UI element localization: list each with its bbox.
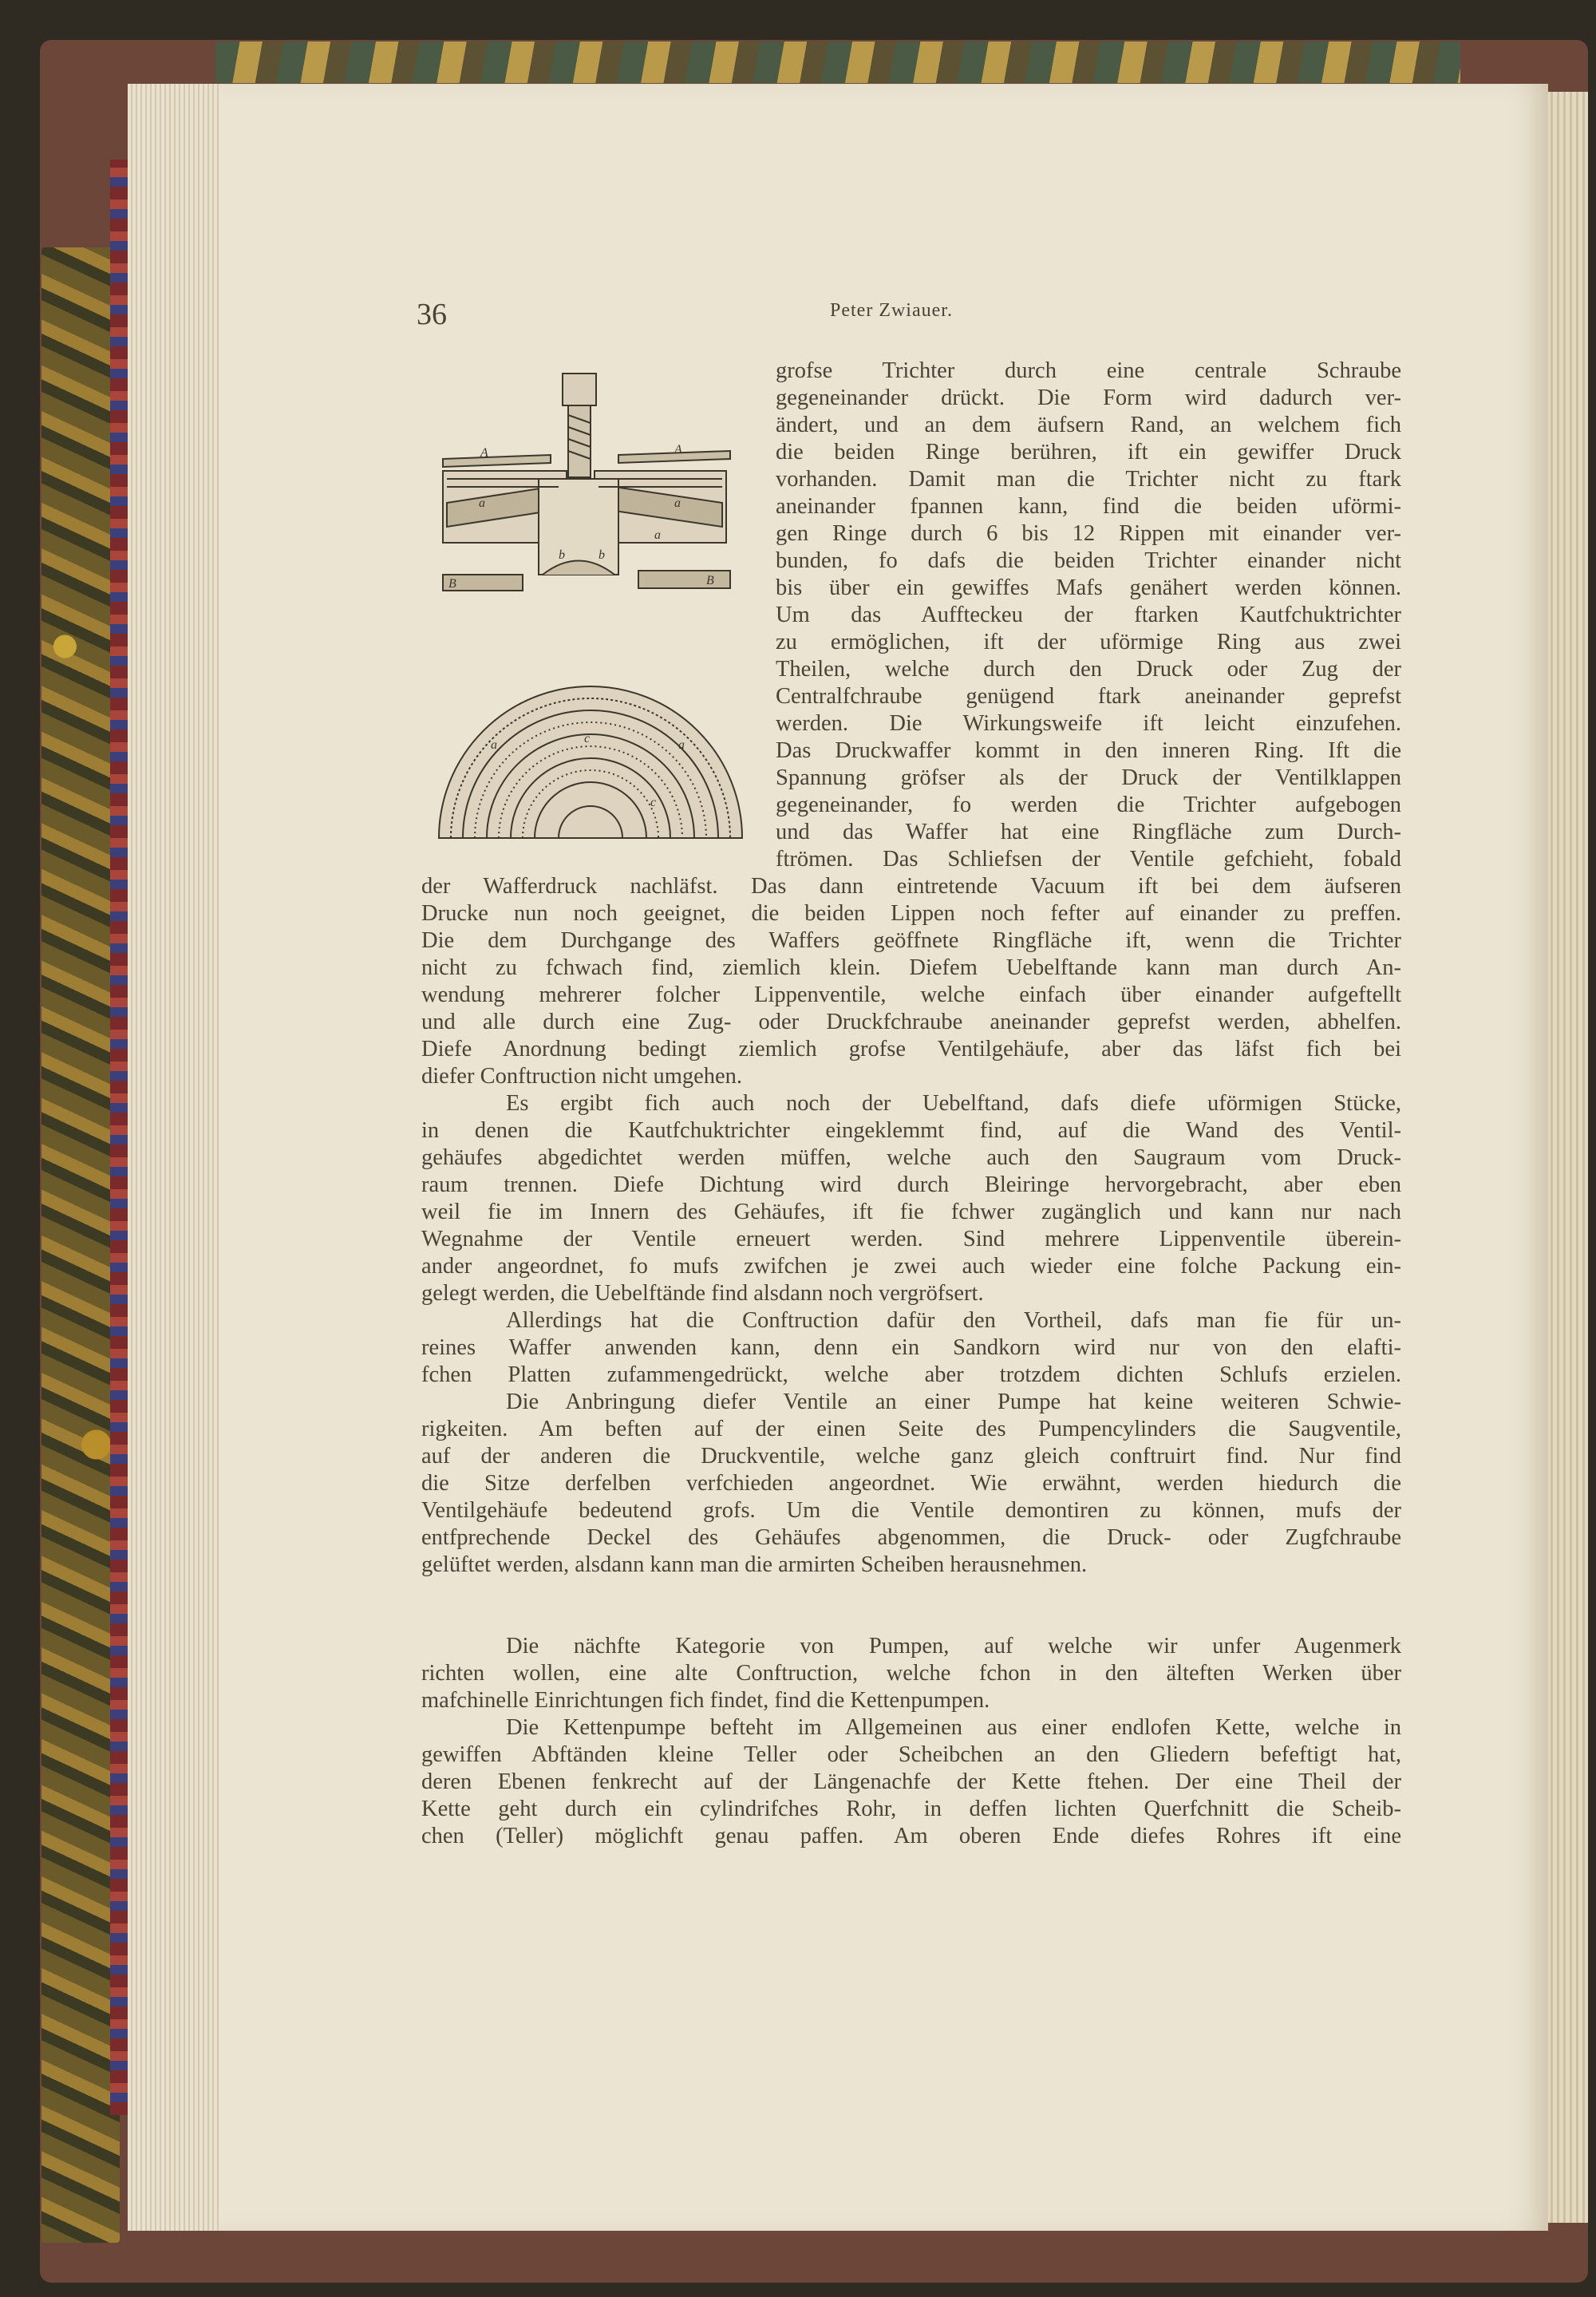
page-number: 36 (417, 298, 447, 331)
figure-label-a-lower: a (654, 528, 661, 542)
text-line: auf der anderen die Druckventile, welche ganz gleich conftruirt find. Nur find (421, 1444, 1401, 1469)
text-line: ftrömen. Das Schliefsen der Ventile gefchieht, fobald (776, 847, 1401, 872)
marbled-cover-top (215, 42, 1460, 83)
text-line: die beiden Ringe berühren, ift ein gewiffer Druck (776, 440, 1401, 465)
figure-label-b-left: b (559, 548, 565, 562)
text-line: die Sitze derfelben verfchieden angeordnet. Wie erwähnt, werden hiedurch die (421, 1471, 1401, 1496)
text-line: Allerdings hat die Conftruction dafür den Vortheil, dafs man fie für un- (506, 1308, 1401, 1333)
text-line: Ventilgehäufe bedeutend grofs. Um die Ventile demontiren zu können, mufs der (421, 1498, 1401, 1523)
figure-label-plan-a-right: a (678, 738, 685, 752)
running-head: Peter Zwiauer. (830, 300, 953, 321)
figure-label-b-cap-left: B (448, 577, 456, 591)
figure-label-a-left: a (479, 496, 485, 510)
left-page-stack (128, 84, 223, 2231)
text-line: vorhanden. Damit man die Trichter nicht zu ftark (776, 467, 1401, 492)
text-line: Wegnahme der Ventile erneuert werden. Sind mehrere Lippenventile überein- (421, 1227, 1401, 1251)
text-line: Die Kettenpumpe befteht im Allgemeinen aus einer endlofen Kette, welche in (506, 1715, 1401, 1740)
text-line: Diefe Anordnung bedingt ziemlich grofse Ventilgehäufe, aber das läfst fich bei (421, 1037, 1401, 1062)
text-line: richten wollen, eine alte Conftruction, welche fchon in den älteften Werken über (421, 1661, 1401, 1686)
text-line: Spannung gröfser als der Druck der Ventilklappen (776, 765, 1401, 790)
text-line: reines Waffer anwenden kann, denn ein Sandkorn wird nur von den elafti- (421, 1335, 1401, 1360)
text-line: chen (Teller) möglichft genau paffen. Am oberen Ende diefes Rohres ift eine (421, 1824, 1401, 1848)
text-line: rigkeiten. Am beften auf der einen Seite des Pumpencylinders die Saugventile, (421, 1417, 1401, 1441)
text-line: gegeneinander drückt. Die Form wird dadurch ver- (776, 385, 1401, 410)
text-line: Theilen, welche durch den Druck oder Zug der (776, 657, 1401, 682)
text-line: und das Waffer hat eine Ringfläche zum Durch- (776, 820, 1401, 844)
figure-label-b-right: b (598, 548, 605, 562)
figure-label-plan-c-right: c (650, 796, 657, 809)
text-line: weil fie im Innern des Gehäufes, ift fie fchwer zugänglich und kann nur nach (421, 1200, 1401, 1224)
text-line: bunden, fo dafs die beiden Trichter einander nicht (776, 548, 1401, 573)
text-line: ander angeordnet, fo mufs zwifchen je zwei auch wieder eine folche Packung ein- (421, 1254, 1401, 1279)
text-line: zu ermöglichen, ift der uförmige Ring aus zwei (776, 630, 1401, 654)
text-line: wendung mehrerer folcher Lippenventile, welche einfach über einander aufgeftellt (421, 982, 1401, 1007)
text-line: werden. Die Wirkungsweife ift leicht einzufehen. (776, 711, 1401, 736)
text-line: Drucke nun noch geeignet, die beiden Lippen noch fefter auf einander zu preffen. (421, 901, 1401, 926)
text-line: nicht zu fchwach find, ziemlich klein. Diefem Uebelftande kann man durch An- (421, 955, 1401, 980)
figure-label-a-cap-right: A (674, 443, 682, 457)
text-line: Es ergibt fich auch noch der Uebelftand, dafs diefe uförmigen Stücke, (506, 1091, 1401, 1116)
valve-plan-view (439, 686, 742, 838)
text-line: Das Druckwaffer kommt in den inneren Ring. Ift die (776, 738, 1401, 763)
text-line: gehäufes abgedichtet werden müffen, welche auch den Saugraum vom Druck- (421, 1145, 1401, 1170)
figure-label-plan-a-left: a (491, 738, 497, 752)
text-line: aneinander fpannen kann, find die beiden uförmi- (776, 494, 1401, 519)
text-line: fchen Platten zufammengedrückt, welche aber trotzdem dichten Schlufs erzielen. (421, 1362, 1401, 1387)
text-line: der Wafferdruck nachläfst. Das dann eintretende Vacuum ift bei dem äufseren (421, 874, 1401, 899)
text-line: Kette geht durch ein cylindrifches Rohr, in deffen lichten Querfchnitt die Scheib- (421, 1797, 1401, 1821)
text-line: raum trennen. Diefe Dichtung wird durch Bleiringe hervorgebracht, aber eben (421, 1172, 1401, 1197)
text-line: gelegt werden, die Uebelftände find alsdann noch vergröfsert. (421, 1281, 984, 1306)
text-line: gewiffen Abftänden kleine Teller oder Scheibchen an den Gliedern befeftigt hat, (421, 1742, 1401, 1767)
valve-cross-section (443, 374, 730, 591)
figure-label-plan-c-top: c (584, 732, 591, 745)
text-line: gegeneinander, fo werden die Trichter aufgebogen (776, 793, 1401, 817)
text-line: in denen die Kautfchuktrichter eingeklemmt find, auf die Wand des Ventil- (421, 1118, 1401, 1143)
right-page-stack (1547, 92, 1588, 2223)
text-line: Die Anbringung diefer Ventile an einer Pumpe hat keine weiteren Schwie- (506, 1390, 1401, 1414)
valve-figure (431, 367, 750, 862)
text-line: deren Ebenen fenkrecht auf der Längenachfe der Kette ftehen. Der eine Theil der (421, 1769, 1401, 1794)
text-line: Um das Auffteckeu der ftarken Kautfchuktrichter (776, 603, 1401, 627)
text-line: gelüftet werden, alsdann kann man die armirten Scheiben herausnehmen. (421, 1552, 1088, 1577)
text-line: bis über ein gewiffes Mafs genähert werden können. (776, 575, 1401, 600)
text-line: Die nächfte Kategorie von Pumpen, auf welche wir unfer Augenmerk (506, 1634, 1401, 1659)
text-line: gen Ringe durch 6 bis 12 Rippen mit einander ver- (776, 521, 1401, 546)
figure-label-a-cap-left: A (480, 446, 488, 460)
text-line: Die dem Durchgange des Waffers geöffnete Ringfläche ift, wenn die Trichter (421, 928, 1401, 953)
text-line: und alle durch eine Zug- oder Druckfchraube aneinander geprefst werden, abhelfen. (421, 1010, 1401, 1034)
text-line: entfprechende Deckel des Gehäufes abgenommen, die Druck- oder Zugfchraube (421, 1525, 1401, 1550)
figure-label-a-right: a (674, 496, 681, 510)
text-line: Centralfchraube genügend ftark aneinander geprefst (776, 684, 1401, 709)
text-line: grofse Trichter durch eine centrale Schraube (776, 358, 1401, 383)
marbled-spine (41, 247, 120, 2243)
figure-label-b-cap-right: B (706, 574, 714, 587)
text-line: diefer Conftruction nicht umgehen. (421, 1064, 743, 1089)
text-line: ändert, und an dem äufsern Rand, an welchem fich (776, 413, 1401, 437)
text-line: mafchinelle Einrichtungen fich findet, find die Kettenpumpen. (421, 1688, 990, 1713)
